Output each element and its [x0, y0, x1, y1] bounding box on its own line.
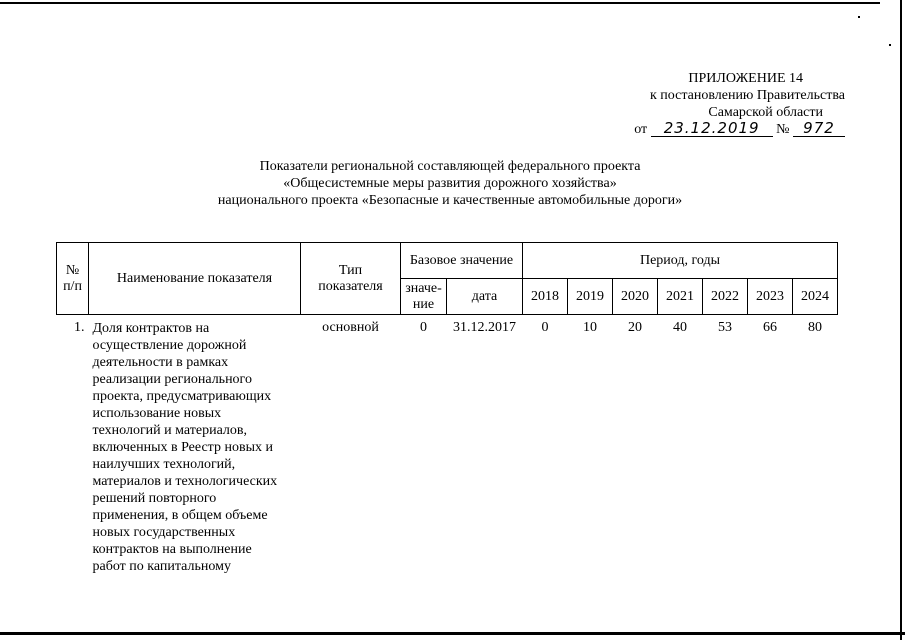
value-2021: 40 — [673, 320, 687, 335]
indicator-name: Доля контрактов на осуществление дорожной деятельности в рамках реализации регионального проекта, предусматривающих использование новых технологий и материалов, включенных в Реестр новых и наилучших технологий, материалов и технологических решений повторного применения, в общем объеме новых государственных контрактов на выполнение работ по капитальному — [92, 321, 278, 574]
appendix-region-line: Самарской области — [708, 105, 823, 120]
indicator-type: основной — [322, 320, 379, 335]
heading-line-3: национального проекта «Безопасные и качественные автомобильные дороги» — [217, 193, 683, 208]
value-2022: 53 — [718, 320, 732, 335]
heading-line-1: Показатели региональной составляющей федерального проекта — [259, 159, 641, 174]
header-year-2022: 2022 — [703, 279, 748, 315]
value-2023: 66 — [763, 320, 777, 335]
header-period: Период, годы — [523, 243, 838, 279]
page-frame-right — [900, 0, 902, 640]
handwritten-number: 972 — [793, 121, 845, 137]
heading-line-2: «Общесистемные меры развития дорожного хозяйства» — [283, 176, 617, 191]
row-number: 1. — [74, 320, 85, 335]
from-label: от — [634, 122, 648, 137]
handwritten-date: 23.12.2019 — [651, 121, 773, 137]
value-2020: 20 — [628, 320, 642, 335]
base-value: 0 — [420, 320, 427, 335]
base-date: 31.12.2017 — [453, 320, 516, 335]
header-base-date: дата — [447, 279, 523, 315]
indicators-table — [56, 242, 838, 575]
header-name: Наименование показателя — [89, 243, 301, 315]
appendix-block — [634, 70, 845, 138]
appendix-date-line — [634, 121, 845, 138]
header-year-2019: 2019 — [568, 279, 613, 315]
header-year-2021: 2021 — [658, 279, 703, 315]
table-row — [57, 315, 838, 576]
document-heading — [150, 158, 750, 209]
header-year-2020: 2020 — [613, 279, 658, 315]
page-frame-bottom — [0, 632, 905, 635]
header-year-2023: 2023 — [748, 279, 793, 315]
value-2019: 10 — [583, 320, 597, 335]
header-base-value: значе- ние — [401, 279, 447, 315]
scan-speck — [889, 44, 891, 46]
header-base: Базовое значение — [401, 243, 523, 279]
header-type: Тип показателя — [301, 243, 401, 315]
page-frame-top — [0, 2, 880, 4]
appendix-resolution-line: к постановлению Правительства — [649, 88, 845, 103]
scan-speck — [858, 16, 860, 18]
header-year-2018: 2018 — [523, 279, 568, 315]
value-2024: 80 — [808, 320, 822, 335]
header-year-2024: 2024 — [793, 279, 838, 315]
header-num: № п/п — [57, 243, 89, 315]
number-label: № — [776, 122, 790, 137]
value-2018: 0 — [541, 320, 549, 335]
appendix-title: ПРИЛОЖЕНИЕ 14 — [688, 71, 803, 86]
